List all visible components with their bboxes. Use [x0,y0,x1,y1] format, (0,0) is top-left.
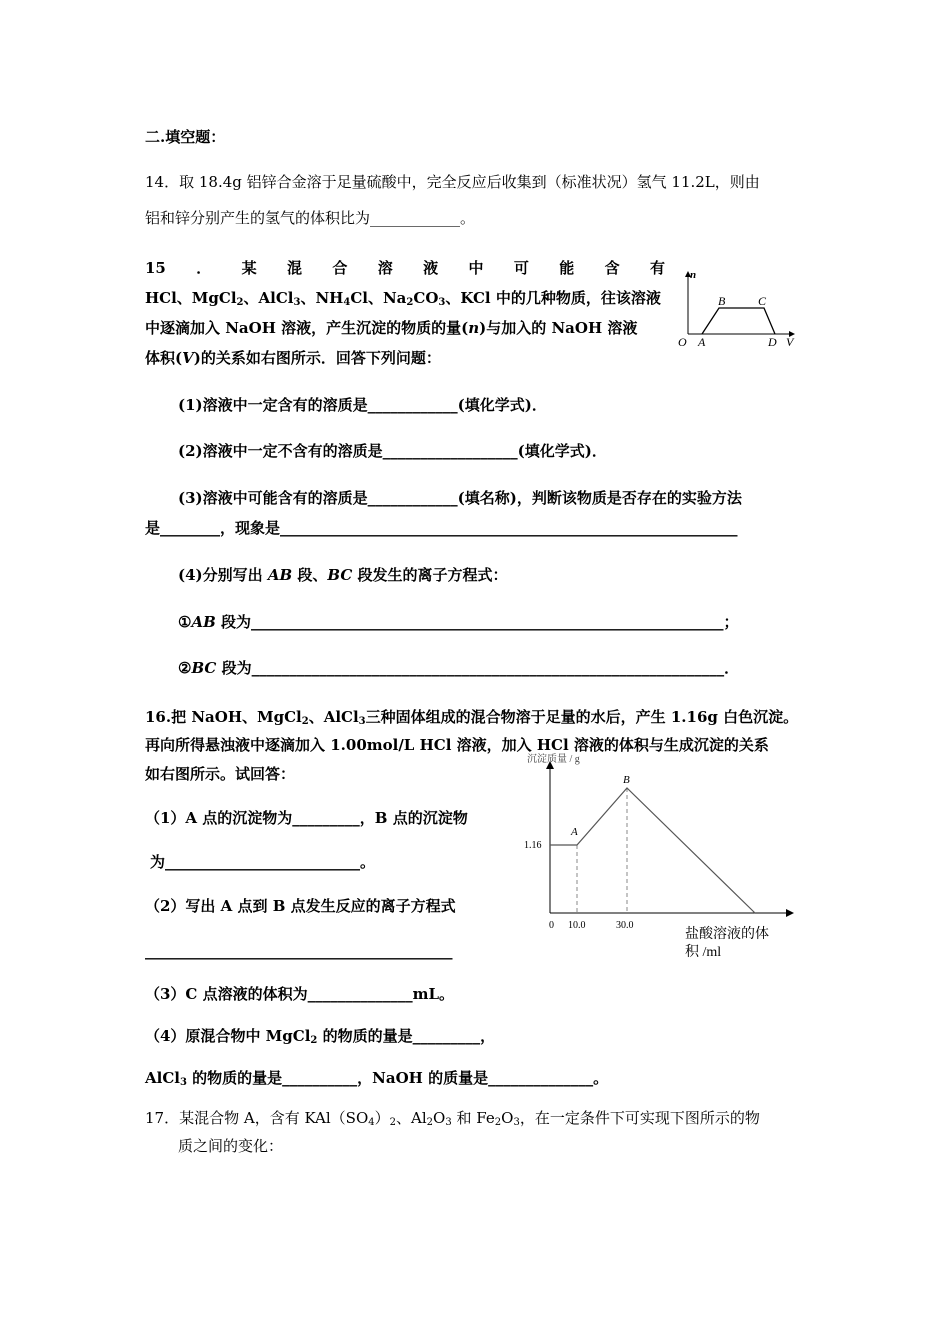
q14-line-1: 14．取 18.4g 铝锌合金溶于足量硫酸中，完全反应后收集到（标准状况）氢气 11.2L，则由 [145,173,760,191]
q16-line-1 [145,707,798,727]
q16-sub-2b: _________________________________________ [145,942,453,960]
text-run: AlCl [145,1069,180,1087]
q15-token: 能 [559,259,575,277]
text-run: ② [178,659,192,677]
text-run: 段为_______________________________________________________________． [216,659,740,677]
text-run: )的关系如右图所示．回答下列问题： [193,349,441,367]
text-run: 、KCl 中的几种物质，往该溶液 [445,289,661,307]
subscript: 2 [310,1035,318,1046]
q16-line-3: 如右图所示。试回答： [145,765,296,783]
text-run: BC [191,659,217,677]
text-run: 段、 [292,566,328,584]
q16-x-tick-10: 10.0 [568,920,586,931]
text-run: 段为_______________________________________________________________； [215,613,739,631]
subscript: 3 [179,1077,187,1088]
text-run: 16.把 NaOH、MgCl [145,708,302,726]
q15-o-label: O [678,335,687,349]
text-run: HCl、MgCl [145,289,237,307]
subscript: 3 [445,1117,452,1128]
q16-point-a: A [571,826,578,838]
subscript: 2 [301,716,309,727]
q15-bc-answer [178,658,739,678]
text-run: 体积( [145,349,183,367]
subscript: 2 [236,297,244,308]
text-run: 三种固体组成的混合物溶于足量的水后，产生 1.16g 白色沉淀。 [365,708,799,726]
q15-token: 某 [241,259,257,277]
subscript: 3 [438,297,446,308]
subscript: 2 [406,297,414,308]
text-run: 、AlCl [243,289,294,307]
text-run: O [433,1109,446,1127]
q16-point-b: B [623,774,630,786]
q15-token: ． [196,259,212,277]
q16-y-label: 沉淀质量 / g [527,754,580,765]
text-run: Cl、Na [350,289,407,307]
text-run: AB [267,566,293,584]
q16-sub-1b: 为__________________________。 [150,853,376,871]
q15-graph [672,262,802,354]
q15-token: 混 [286,259,302,277]
subscript: 2 [426,1117,434,1128]
q15-token: 15 [145,259,166,277]
q15-b-label: B [718,294,726,308]
q15-token: 合 [332,259,348,277]
q16-line-2: 再向所得悬浊液中逐滴加入 1.00mol/L HCl 溶液，加入 HCl 溶液的体积与生成沉淀的关系 [145,736,769,754]
q15-curve [702,308,775,334]
q15-ab-answer [178,612,739,632]
q16-chart [515,748,805,963]
text-run: 中逐滴加入 NaOH 溶液，产生沉淀的物质的量( [145,319,469,337]
q16-sub-3: （3）C 点溶液的体积为______________mL。 [145,985,455,1003]
q15-token: 溶 [377,259,393,277]
subscript: 4 [368,1117,375,1128]
text-run: 、NH [300,289,344,307]
q15-token: 有 [649,259,665,277]
q15-a-label: A [698,335,706,349]
q15-v-label: V [786,335,794,349]
text-run: AB [191,613,216,631]
q15-line-3 [145,318,637,338]
text-run: 、Al [396,1109,427,1127]
q15-token: 液 [423,259,439,277]
q15-heading [145,258,665,278]
text-run: 和 Fe [451,1109,495,1127]
subscript: 2 [389,1117,397,1128]
q15-line-2 [145,288,661,308]
q15-part-4 [178,565,508,585]
subscript: 3 [513,1117,520,1128]
text-run: 的物质的量是__________，NaOH 的质量是______________。 [186,1069,609,1087]
text-run: ，在一定条件下可实现下图所示的物 [519,1109,760,1127]
text-run: ① [178,613,192,631]
text-run: CO [413,289,439,307]
q15-token: 中 [468,259,484,277]
q15-part-1: (1)溶液中一定含有的溶质是____________(填化学式)． [178,396,547,414]
q15-c-label: C [758,294,767,308]
q14-line-2: 铝和锌分别产生的氢气的体积比为____________。 [145,209,476,227]
q16-origin: 0 [549,920,554,931]
text-run: （4）原混合物中 MgCl [145,1027,311,1045]
q15-part-3b: 是________，现象是_____________________________________________________________ [145,519,738,537]
q15-n-label: n [690,269,697,281]
q16-curve [550,788,755,913]
q15-token: 含 [604,259,620,277]
text-run: ） [374,1109,390,1127]
text-run: (4)分别写出 [178,566,268,584]
subscript: 3 [358,716,366,727]
q16-sub-1: （1）A 点的沉淀物为_________，B 点的沉淀物 [145,809,468,827]
text-run: n [468,319,480,337]
q15-part-2: (2)溶液中一定不含有的溶质是__________________(填化学式)． [178,442,607,460]
q16-x-label-2: 积 /ml [685,945,722,960]
q16-sub-5 [145,1068,608,1088]
q16-x-label-1: 盐酸溶液的体 [685,927,769,942]
q16-x-tick-30: 30.0 [616,920,634,931]
q15-part-3a: (3)溶液中可能含有的溶质是____________(填名称)，判断该物质是否存在的实验方法 [178,489,742,507]
q16-sub-2: （2）写出 A 点到 B 点发生反应的离子方程式 [145,897,456,915]
q17-line-2: 质之间的变化： [178,1137,284,1155]
subscript: 2 [494,1117,502,1128]
q17-line-1 [145,1108,760,1128]
q15-token: 可 [513,259,529,277]
text-run: )与加入的 NaOH 溶液 [479,319,638,337]
q16-sub-4 [145,1026,495,1046]
subscript: 3 [293,297,301,308]
text-run: 的物质的量是_________， [317,1027,496,1045]
text-run: V [182,349,194,367]
text-run: O [501,1109,514,1127]
q15-d-label: D [768,335,777,349]
text-run: 17．某混合物 A，含有 KAl（SO [145,1109,369,1127]
text-run: 、AlCl [308,708,359,726]
subscript: 4 [343,297,351,308]
q16-y-tick: 1.16 [524,840,542,851]
q15-line-4 [145,348,441,368]
section-title: 二.填空题： [145,128,226,146]
text-run: BC [327,566,353,584]
text-run: 段发生的离子方程式： [352,566,508,584]
